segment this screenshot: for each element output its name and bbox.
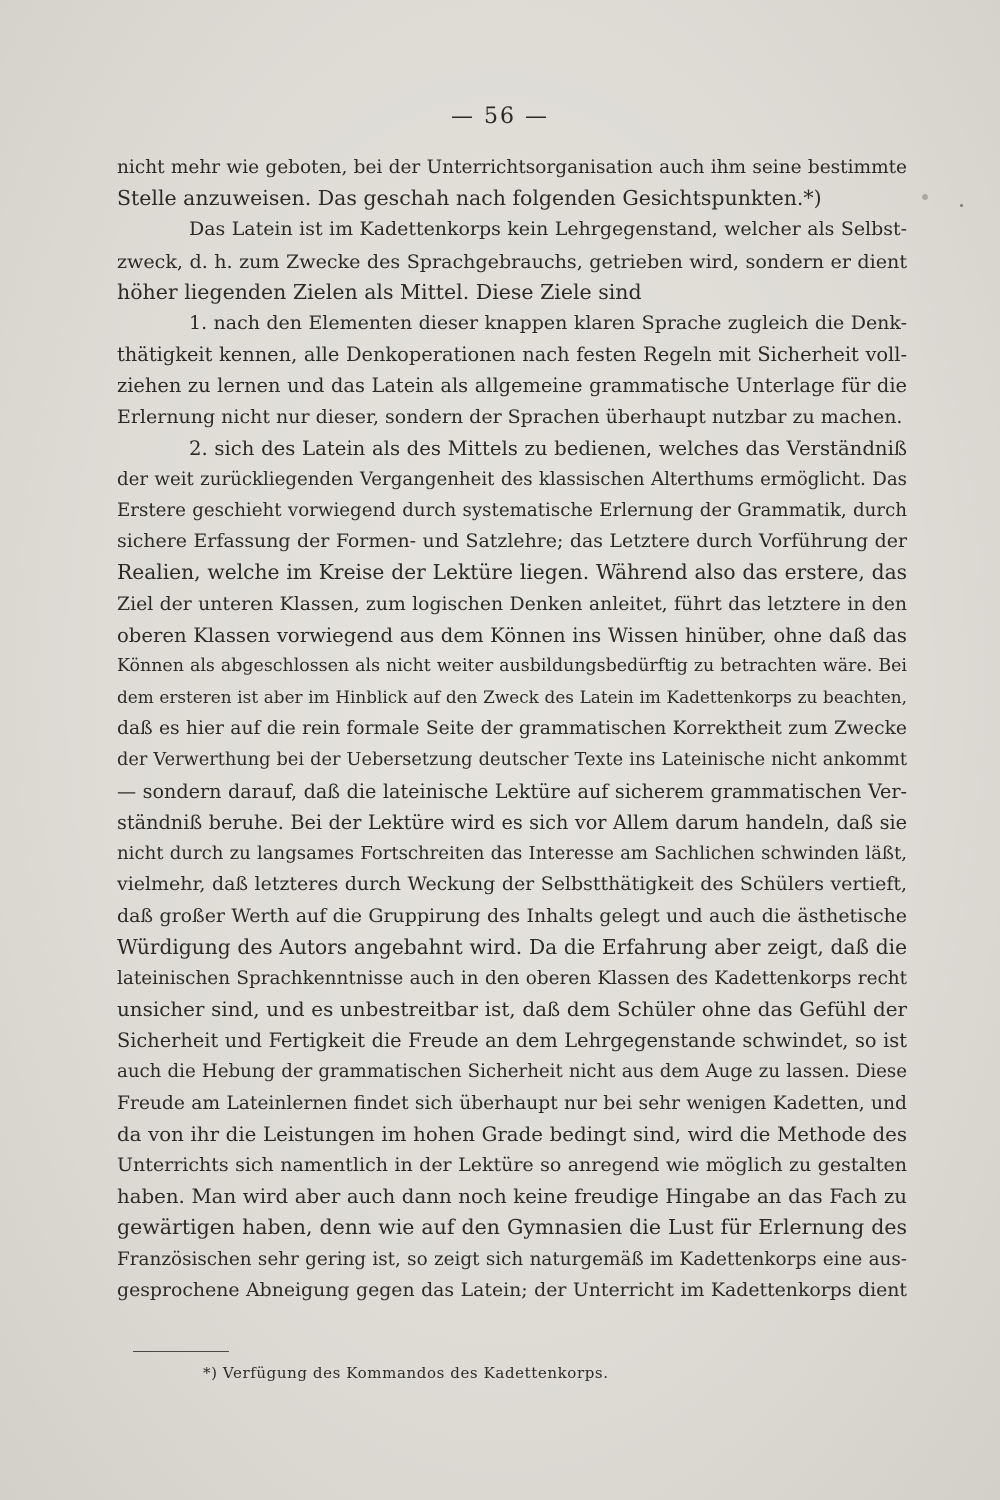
text-line: — sondern darauf, daß die lateinische Lektüre auf sicherem grammatischen Ver-: [117, 779, 907, 803]
text-line: nicht durch zu langsames Fortschreiten das Interesse am Sachlichen schwinden läßt,: [117, 843, 907, 865]
text-line: ziehen zu lernen und das Latein als allgemeine grammatische Unterlage für die: [117, 374, 907, 398]
footnote-divider: [133, 1351, 229, 1352]
text-line: vielmehr, daß letzteres durch Weckung der Selbstthätigkeit des Schülers vertieft,: [117, 873, 907, 896]
text-line: höher liegenden Zielen als Mittel. Diese Ziele sind: [117, 279, 642, 304]
text-line: Erstere geschieht vorwiegend durch systematische Erlernung der Grammatik, durch: [117, 500, 907, 522]
text-line: Sicherheit und Fertigkeit die Freude an dem Lehrgegenstande schwindet, so ist: [117, 1029, 907, 1053]
paper-speck: [922, 194, 928, 200]
text-line: oberen Klassen vorwiegend aus dem Können ins Wissen hinüber, ohne daß das: [117, 623, 907, 647]
text-line: daß es hier auf die rein formale Seite der grammatischen Korrektheit zum Zwecke: [117, 718, 907, 740]
paper-speck: [960, 204, 963, 207]
text-line: der weit zurückliegenden Vergangenheit des klassischen Alterthums ermöglicht. Das: [117, 468, 907, 490]
text-line: nicht mehr wie geboten, bei der Unterrichtsorganisation auch ihm seine bestimmte: [117, 157, 907, 178]
text-line: gesprochene Abneigung gegen das Latein; der Unterricht im Kadettenkorps dient: [117, 1278, 907, 1301]
body-text: [117, 152, 907, 1306]
text-line: sichere Erfassung der Formen- und Satzlehre; das Letztere durch Vorführung der: [117, 530, 907, 553]
text-line: 2. sich des Latein als des Mittels zu bedienen, welches das Verständniß: [189, 436, 907, 460]
text-line: Stelle anzuweisen. Das geschah nach folgenden Gesichtspunkten.*): [117, 186, 822, 211]
text-line: ständniß beruhe. Bei der Lektüre wird es sich vor Allem darum handeln, daß sie: [117, 810, 907, 834]
text-line: Würdigung des Autors angebahnt wird. Da die Erfahrung aber zeigt, daß die: [117, 934, 907, 959]
page-number: — 56 —: [451, 104, 549, 129]
text-line: Freude am Lateinlernen findet sich überhaupt nur bei sehr wenigen Kadetten, und: [117, 1092, 907, 1114]
text-line: auch die Hebung der grammatischen Sicherheit nicht aus dem Auge zu lassen. Diese: [117, 1061, 907, 1083]
text-line: daß großer Werth auf die Gruppirung des Inhalts gelegt und auch die ästhetische: [117, 904, 907, 927]
text-line: Unterrichts sich namentlich in der Lektüre so anregend wie möglich zu gestalten: [117, 1154, 907, 1176]
text-line: dem ersteren ist aber im Hinblick auf den Zweck des Latein im Kadettenkorps zu beachten,: [117, 687, 907, 708]
text-line: 1. nach den Elementen dieser knappen klaren Sprache zugleich die Denk-: [189, 311, 907, 334]
text-line: der Verwerthung bei der Uebersetzung deutscher Texte ins Lateinische nicht ankommt: [117, 749, 907, 770]
text-line: unsicher sind, und es unbestreitbar ist, daß dem Schüler ohne das Gefühl der: [117, 998, 907, 1022]
text-line: Das Latein ist im Kadettenkorps kein Lehrgegenstand, welcher als Selbst-: [189, 218, 907, 241]
text-line: lateinischen Sprachkenntnisse auch in den oberen Klassen des Kadettenkorps recht: [117, 967, 907, 989]
text-line: Erlernung nicht nur dieser, sondern der Sprachen überhaupt nutzbar zu machen.: [117, 405, 903, 428]
text-line: Realien, welche im Kreise der Lektüre liegen. Während also das erstere, das: [117, 560, 907, 585]
text-line: Französischen sehr gering ist, so zeigt sich naturgemäß im Kadettenkorps eine aus-: [117, 1248, 907, 1270]
footnote: *) Verfügung des Kommandos des Kadettenkorps.: [203, 1364, 609, 1382]
text-line: Können als abgeschlossen als nicht weiter ausbildungsbedürftig zu betrachten wäre. Bei: [117, 656, 907, 676]
text-line: da von ihr die Leistungen im hohen Grade bedingt sind, wird die Methode des: [117, 1122, 907, 1146]
text-line: gewärtigen haben, denn wie auf den Gymnasien die Lust für Erlernung des: [117, 1215, 907, 1240]
text-line: Ziel der unteren Klassen, zum logischen Denken anleitet, führt das letztere in den: [117, 593, 907, 615]
text-line: zweck, d. h. zum Zwecke des Sprachgebrauchs, getrieben wird, sondern er dient: [117, 249, 907, 273]
text-line: haben. Man wird aber auch dann noch keine freudige Hingabe an das Fach zu: [117, 1185, 907, 1209]
text-line: thätigkeit kennen, alle Denkoperationen nach festen Regeln mit Sicherheit voll-: [117, 343, 907, 367]
